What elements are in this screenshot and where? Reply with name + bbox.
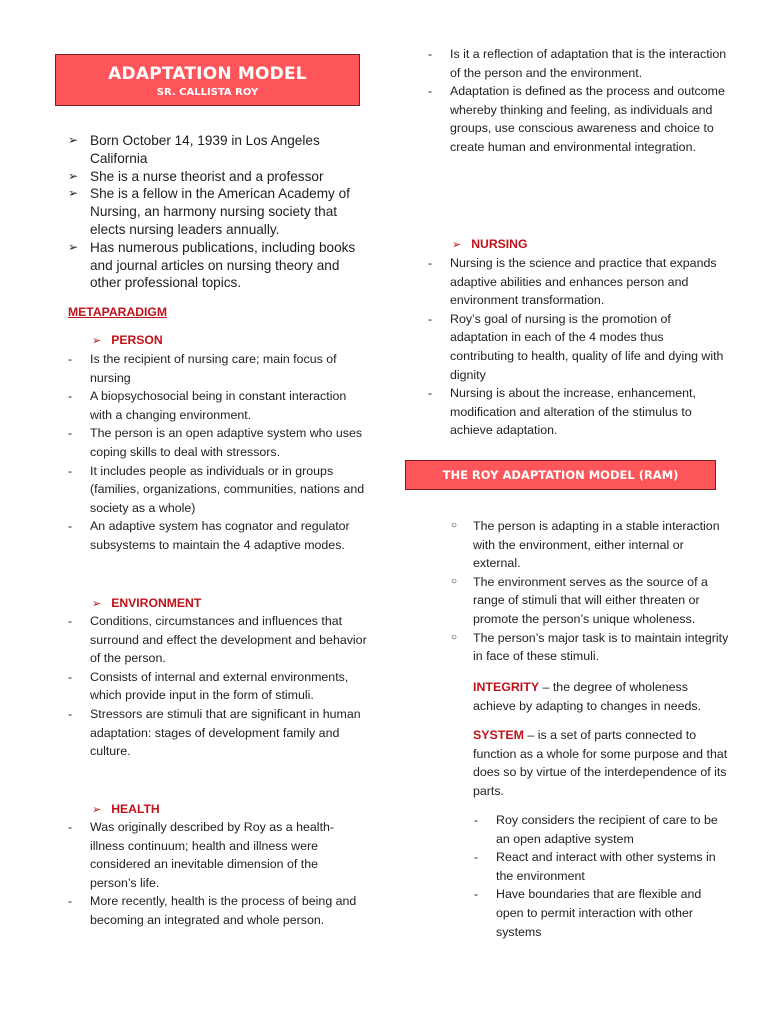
list-item: - Stressors are stimuli that are significant in human adaptation: stages of development family and culture. [68,706,361,759]
list-item: - Roy’s goal of nursing is the promotion of adaptation in each of the 4 modes thus contributing to health, quality of life and dying with dignity [428,311,724,382]
list-item: - A biopsychosocial being in constant interaction with a changing environment. [68,389,347,422]
list-item: - Was originally described by Roy as a health-illness continuum; health and illness were considered an inevitable dimension of the person’s life. [68,820,335,890]
arrow-bullet-icon: ➢ [92,598,102,610]
list-item: - The person is an open adaptive system who uses coping skills to deal with stressors. [68,426,363,459]
list-item: ○ The environment serves as the source of a range of stimuli that will either threaten or promote the person’s unique wholeness. [451,574,708,626]
list-item: - Have boundaries that are flexible and open to permit interaction with other systems [474,887,702,939]
title-banner [55,54,360,106]
list-item: - Is the recipient of nursing care; main focus of nursing [68,352,337,385]
arrow-bullet-icon: ➢ [68,186,79,201]
list-item: ➢ Born October 14, 1939 in Los Angeles California [68,133,320,166]
system-definition: SYSTEM – is a set of parts connected to function as a whole for some purpose and that does so by virtue of the interdependence of its parts. [473,728,728,798]
health-list [68,818,368,930]
list-item: - Consists of internal and external environments, which provide input in the form of stimuli. [68,669,349,703]
person-heading: ➢ PERSON [92,333,163,347]
nursing-list [428,254,728,440]
arrow-bullet-icon: ➢ [92,804,102,816]
system-items-list [474,811,729,941]
page-title: ADAPTATION MODEL [108,64,307,84]
list-item: - Adaptation is defined as the process and outcome whereby thinking and feeling, as individuals and groups, use conscious awareness and choice to create human and environmental integration. [428,84,725,154]
bio-list [68,132,368,292]
list-item: ➢ She is a nurse theorist and a professor [68,168,324,184]
person-list [68,350,368,555]
circle-bullet-icon: ○ [451,575,458,587]
environment-list [68,612,368,761]
health-continued-list [428,45,728,157]
environment-heading: ➢ ENVIRONMENT [92,596,202,610]
list-item: ○ The person is adapting in a stable interaction with the environment, either internal or external. [451,519,720,571]
arrow-bullet-icon: ➢ [68,168,79,183]
ram-points-list [451,517,731,666]
list-item: - It includes people as individuals or in groups (families, organizations, communities, nations and society as a whole) [68,463,365,515]
list-item: - Nursing is the science and practice that expands adaptive abilities and enhances person and environment transformation. [428,256,717,308]
integrity-term: INTEGRITY [473,680,540,694]
arrow-bullet-icon: ➢ [68,133,79,147]
ram-heading: THE ROY ADAPTATION MODEL (RAM) [405,460,716,490]
arrow-bullet-icon: ➢ [68,239,79,254]
circle-bullet-icon: ○ [451,520,458,531]
list-item: - Nursing is about the increase, enhancement, modification and alteration of the stimulus to achieve adaptation. [428,386,696,438]
list-item: ➢ She is a fellow in the American Academy of Nursing, an harmony nursing society that elects nursing leaders annually. [68,186,350,237]
list-item: ○ The person’s major task is to maintain integrity in face of these stimuli. [451,630,729,664]
page-subtitle: SR. CALLISTA ROY [156,87,259,98]
list-item: - An adaptive system has cognator and regulator subsystems to maintain the 4 adaptive modes. [68,519,350,552]
arrow-bullet-icon: ➢ [452,239,462,251]
list-item: - Roy considers the recipient of care to be an open adaptive system [474,813,718,846]
metaparadigm-heading: METAPARADIGM [68,305,168,319]
list-item: - React and interact with other systems in the environment [474,850,716,883]
list-item: - More recently, health is the process of being and becoming an integrated and whole person. [68,894,357,927]
system-term: SYSTEM [473,728,524,742]
list-item: - Conditions, circumstances and influences that surround and effect the development and behavior of the person. [68,614,367,666]
arrow-bullet-icon: ➢ [92,335,102,347]
nursing-heading: ➢ NURSING [452,237,528,251]
health-heading: ➢ HEALTH [92,802,160,816]
list-item: - Is it a reflection of adaptation that is the interaction of the person and the environment. [428,47,727,80]
integrity-definition: INTEGRITY – the degree of wholeness achieve by adapting to changes in needs. [473,680,702,713]
list-item: ➢ Has numerous publications, including books and journal articles on nursing theory and other professional topics. [68,239,356,291]
circle-bullet-icon: ○ [451,631,458,643]
